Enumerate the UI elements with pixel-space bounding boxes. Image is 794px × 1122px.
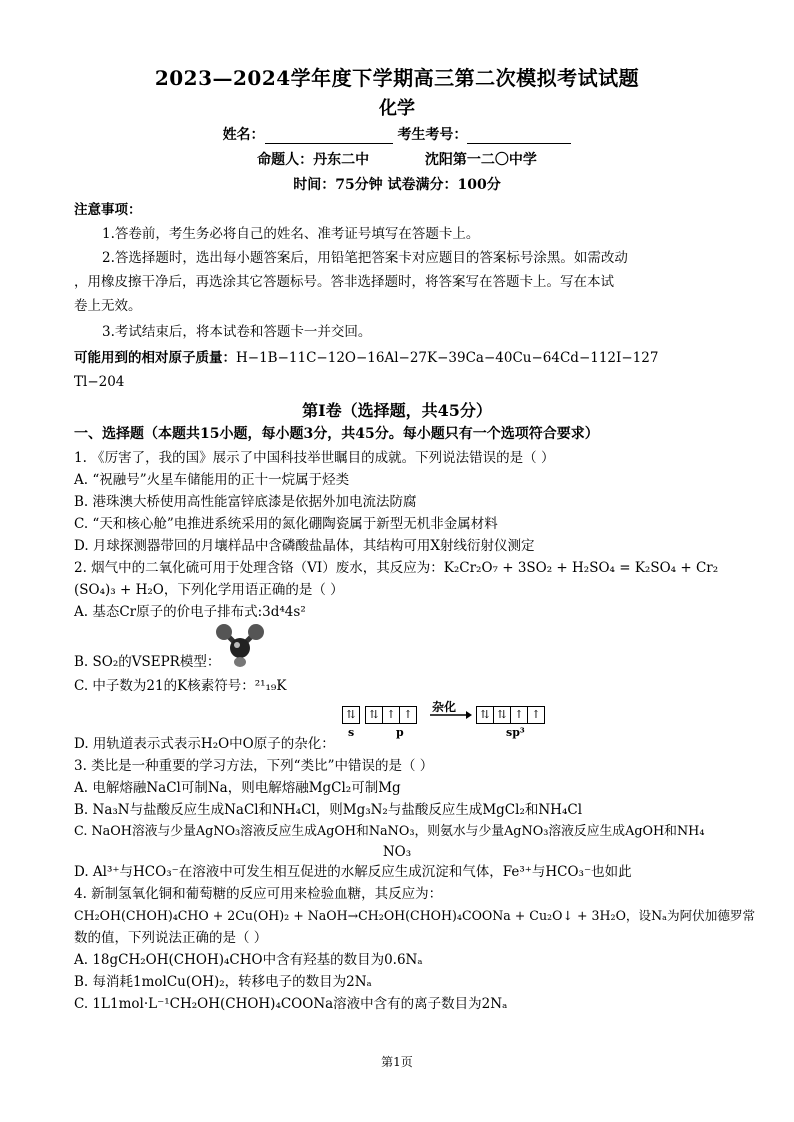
so2-vsepr-model-icon: [212, 622, 268, 668]
q2-option-b: [74, 652, 724, 672]
arrow-right-icon: [430, 711, 472, 719]
name-label: 姓名：: [222, 127, 265, 143]
orbital-box: ↑: [527, 706, 545, 724]
q2-stem-2: (SO₄)₃ + H₂O，下列化学用语正确的是（ ）: [74, 582, 344, 598]
atomic-mass-row: [74, 348, 724, 368]
orbital-box: ⇅: [493, 706, 511, 724]
q3-option-c-1: C. NaOH溶液与少量AgNO₃溶液反应生成AgOH和NaNO₃，则氨水与少量AgNO₃溶液反应生成AgOH和NH₄: [74, 824, 705, 839]
q1-stem: 1. 《厉害了，我的国》展示了中国科技举世瞩目的成就。下列说法错误的是（ ）: [74, 450, 555, 466]
authors-row: [0, 149, 794, 169]
q3-option-c-2: NO₃: [382, 844, 412, 860]
notice-item-2c: 卷上无效。: [74, 298, 142, 314]
q4-stem-2: CH₂OH(CHOH)₄CHO + 2Cu(OH)₂ + NaOH→CH₂OH(CHOH)₄COONa + Cu₂O↓ + 3H₂O，设Nₐ为阿伏加德罗常: [74, 908, 756, 923]
q4-stem-1: 4. 新制氢氧化铜和葡萄糖的反应可用来检验血糖，其反应为：: [74, 886, 443, 902]
q3-option-d: D. Al³⁺与HCO₃⁻在溶液中可发生相互促进的水解反应生成沉淀和气体，Fe³⁺与HCO₃⁻也如此: [74, 864, 632, 880]
name-blank[interactable]: [265, 129, 393, 144]
authors-school2: 沈阳第一二〇中学: [424, 152, 537, 168]
notice-item-2b: ，用橡皮擦干净后，再选涂其它答题标号。答非选择题时，将答案写在答题卡上。写在本试: [74, 274, 614, 290]
id-label: 考生考号：: [397, 127, 468, 143]
orbital-diagram: [342, 700, 572, 744]
q4-option-c: C. 1L1mol·L⁻¹CH₂OH(CHOH)₄COONa溶液中含有的离子数目为2Nₐ: [74, 996, 508, 1012]
page-number: 第1页: [381, 1055, 413, 1069]
notice-item-1: 1.答卷前，考生务必将自己的姓名、准考证号填写在答题卡上。: [102, 226, 480, 242]
section-1-title: 第Ⅰ卷（选择题，共45分）: [302, 401, 492, 420]
notice-item-3: 3.考试结束后，将本试卷和答题卡一并交回。: [102, 324, 372, 340]
hybridization-label: 杂化: [432, 700, 457, 714]
q1-option-d: D. 月球探测器带回的月壤样品中含磷酸盐晶体，其结构可用X射线衍射仪测定: [74, 538, 535, 554]
subject-title: 化学: [379, 98, 415, 119]
q1-option-a: A. “祝融号”火星车储能用的正十一烷属于烃类: [74, 472, 350, 488]
q3-option-b: B. Na₃N与盐酸反应生成NaCl和NH₄Cl，则Mg₃N₂与盐酸反应生成MgCl₂和NH₄Cl: [74, 802, 583, 818]
section-1-subtitle: 一、选择题（本题共15小题，每小题3分，共45分。每小题只有一个选项符合要求）: [74, 426, 599, 442]
atomic-mass-values: H−1B−11C−12O−16Al−27K−39Ca−40Cu−64Cd−112I−127: [236, 350, 659, 366]
orbital-box: ↑: [399, 706, 417, 724]
orbital-label-sp3: sp³: [506, 726, 525, 739]
orbital-box: ⇅: [365, 706, 383, 724]
orbital-box: ↑: [510, 706, 528, 724]
notice-heading: 注意事项：: [74, 202, 142, 218]
atomic-mass-values-2: Tl−204: [74, 374, 125, 390]
q4-option-a: A. 18gCH₂OH(CHOH)₄CHO中含有羟基的数目为0.6Nₐ: [74, 952, 423, 968]
name-id-row: [0, 124, 794, 144]
atomic-mass-label: 可能用到的相对原子质量：: [74, 350, 236, 366]
q1-option-c: C. “天和核心舱”电推进系统采用的氮化硼陶瓷属于新型无机非金属材料: [74, 516, 498, 532]
q2-option-c: C. 中子数为21的K核素符号：²¹₁₉K: [74, 678, 287, 694]
orbital-box: ↑: [382, 706, 400, 724]
q3-option-a: A. 电解熔融NaCl可制Na，则电解熔融MgCl₂可制Mg: [74, 780, 401, 796]
q1-option-b: B. 港珠澳大桥使用高性能富锌底漆是依据外加电流法防腐: [74, 494, 417, 510]
time-info: 时间：75分钟 试卷满分：100分: [293, 177, 501, 193]
orbital-box: ⇅: [476, 706, 494, 724]
exam-title: 2023—2024学年度下学期高三第二次模拟考试试题: [154, 66, 640, 90]
notice-item-2a: 2.答选择题时，选出每小题答案后，用铅笔把答案卡对应题目的答案标号涂黑。如需改动: [102, 250, 628, 266]
authors-label: 命题人：丹东二中: [257, 152, 370, 168]
q3-stem: 3. 类比是一种重要的学习方法，下列“类比”中错误的是（ ）: [74, 758, 434, 774]
orbital-label-s: s: [348, 726, 355, 739]
orbital-label-p: p: [396, 726, 404, 739]
q2-option-d: D. 用轨道表示式表示H₂O中O原子的杂化：: [74, 736, 335, 752]
q2-stem-1: 2. 烟气中的二氧化硫可用于处理含铬（VI）废水，其反应为：K₂Cr₂O₇ + 3SO₂ + H₂SO₄ = K₂SO₄ + Cr₂: [74, 560, 719, 576]
orbital-box: ⇅: [342, 706, 360, 724]
q4-stem-3: 数的值，下列说法正确的是（ ）: [74, 930, 268, 946]
q4-option-b: B. 每消耗1molCu(OH)₂，转移电子的数目为2Nₐ: [74, 974, 372, 990]
id-blank[interactable]: [467, 129, 571, 144]
q2-option-b-text: B. SO₂的VSEPR模型：: [74, 654, 221, 670]
q2-option-a: A. 基态Cr原子的价电子排布式:3d⁴4s²: [74, 604, 306, 620]
